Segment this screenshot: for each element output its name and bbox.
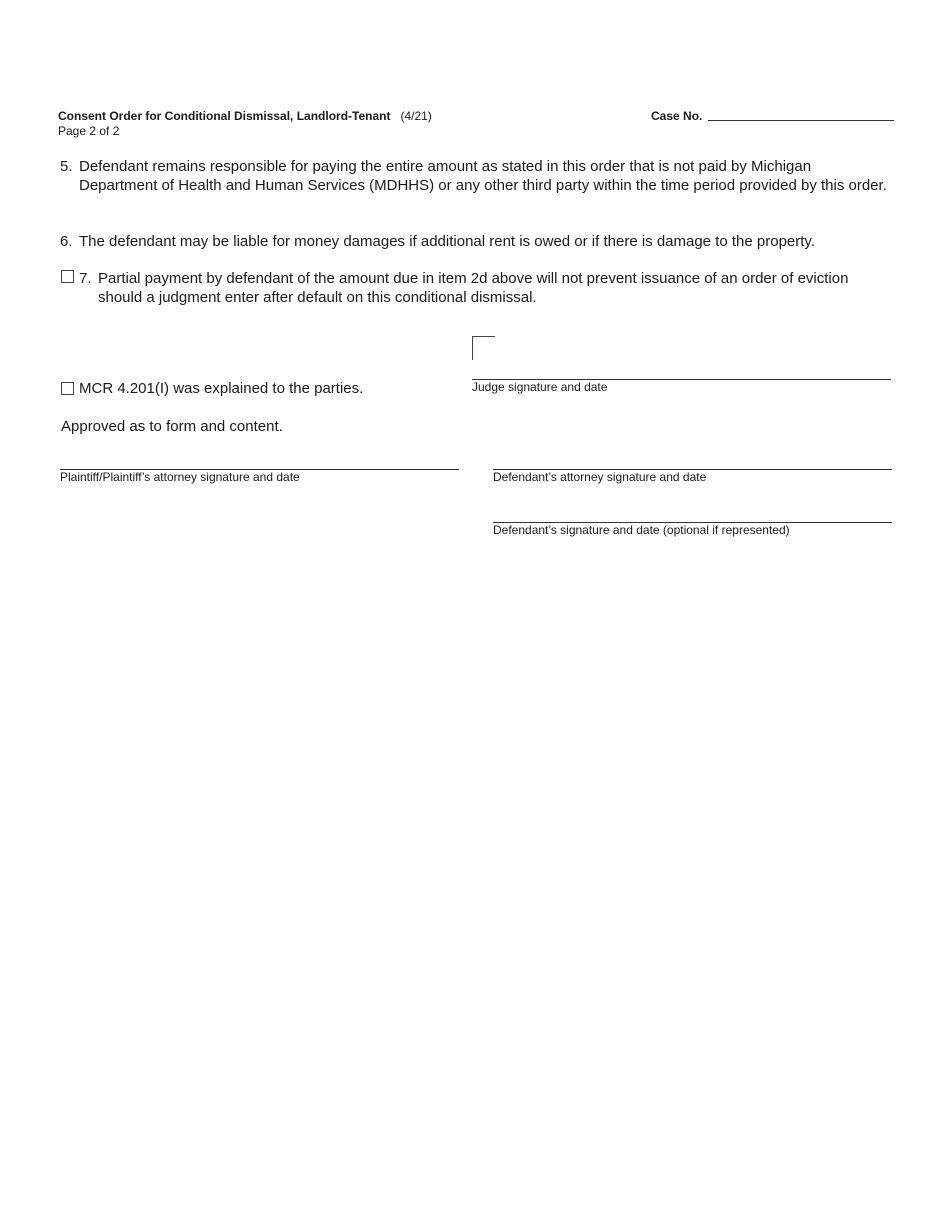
- item-6-number: 6.: [60, 233, 73, 250]
- item-6-text: The defendant may be liable for money damages if additional rent is owed or if there is damage to the property.: [79, 233, 815, 250]
- approved-text: Approved as to form and content.: [61, 418, 283, 435]
- judge-signature-label: Judge signature and date: [472, 380, 608, 394]
- form-title: [58, 109, 432, 123]
- form-title-text: Consent Order for Conditional Dismissal, Landlord-Tenant: [58, 109, 391, 123]
- item-7: [60, 269, 890, 307]
- item-6: [60, 232, 890, 251]
- page-number: Page 2 of 2: [58, 124, 120, 138]
- mcr-checkbox[interactable]: [61, 382, 74, 395]
- case-no-field[interactable]: [708, 120, 894, 121]
- defendant-attorney-signature-label: Defendant’s attorney signature and date: [493, 470, 707, 484]
- plaintiff-signature-label: Plaintiff/Plaintiff’s attorney signature and date: [60, 470, 300, 484]
- item-5-number: 5.: [60, 158, 73, 175]
- mcr-text: MCR 4.201(I) was explained to the parties.: [79, 380, 364, 397]
- case-no-label: Case No.: [651, 109, 703, 123]
- item-7-text: Partial payment by defendant of the amount due in item 2d above will not prevent issuance of an order of eviction should a judgment enter after default on this conditional dismissal.: [98, 270, 849, 306]
- item-5-text: Defendant remains responsible for paying the entire amount as stated in this order that is not paid by Michigan Department of Health and Human Services (MDHHS) or any other third party within the time period provided by this order.: [79, 158, 887, 194]
- item-7-number: 7.: [79, 270, 92, 287]
- item-5: [60, 157, 890, 195]
- seal-corner-mark: [472, 336, 495, 360]
- defendant-signature-label: Defendant’s signature and date (optional if represented): [493, 523, 790, 537]
- form-revision: (4/21): [400, 109, 432, 123]
